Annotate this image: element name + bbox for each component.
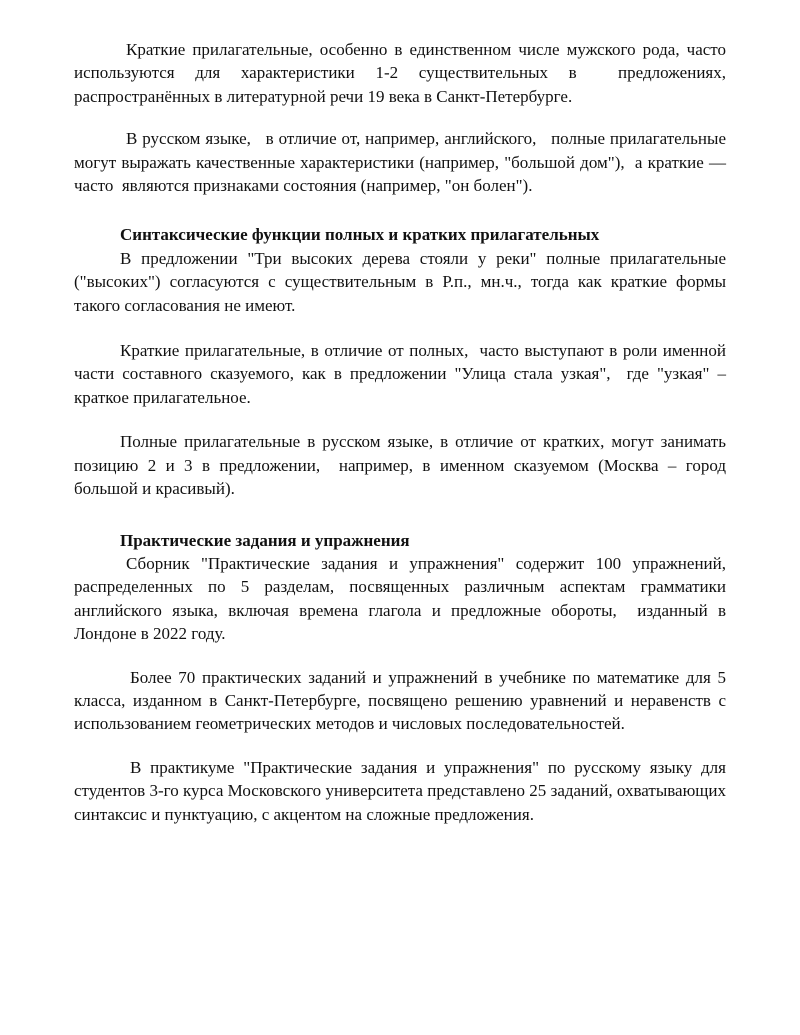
paragraph-exercises-3: В практикуме "Практические задания и упражнения" по русскому языку для студентов 3-го курса Московского университета представлено 25 заданий, охватывающих синтаксис и пунктуацию, с акцентом на сложные предложения.	[74, 757, 731, 824]
section-heading-exercises: Практические задания и упражнения	[120, 530, 410, 550]
paragraph-exercises-1: Сборник "Практические задания и упражнения" содержит 100 упражнений, распределенных по 5 разделам, посвященных различным аспектам грамматики английского языка, включая времена глагола и предложные обороты, изданный в Лондоне в 2022 году.	[74, 553, 731, 644]
paragraph-syntax-3: Полные прилагательные в русском языке, в отличие от кратких, могут занимать позицию 2 и 3 в предложении, например, в именном сказуемом (Москва – город большой и красивый).	[74, 432, 731, 499]
section-heading-syntax: Синтаксические функции полных и кратких прилагательных	[120, 225, 600, 245]
document-page	[74, 38, 735, 826]
paragraph-intro-1: Краткие прилагательные, особенно в единственном числе мужского рода, часто используются для характеристики 1-2 существительных в предложениях, распространённых в литературной речи 19 века в Санкт-Петербурге.	[74, 40, 731, 106]
paragraph-syntax-2: Краткие прилагательные, в отличие от полных, часто выступают в роли именной части составного сказуемого, как в предложении "Улица стала узкая", где "узкая" – краткое прилагательное.	[74, 341, 731, 407]
paragraph-syntax-1: В предложении "Три высоких дерева стояли у реки" полные прилагательные ("высоких") согласуются с существительным в Р.п., мн.ч., тогда как краткие формы такого согласования не имеют.	[74, 248, 731, 315]
paragraph-intro-2: В русском языке, в отличие от, например, английского, полные прилагательные могут выражать качественные характеристики (например, "большой дом"), а краткие — часто являются признаками состояния (например, "он болен").	[74, 129, 735, 196]
paragraph-exercises-2: Более 70 практических заданий и упражнений в учебнике по математике для 5 класса, изданном в Санкт-Петербурге, посвящено решению уравнений и неравенств с использованием геометрических методов и числовых последовательностей.	[74, 667, 731, 734]
